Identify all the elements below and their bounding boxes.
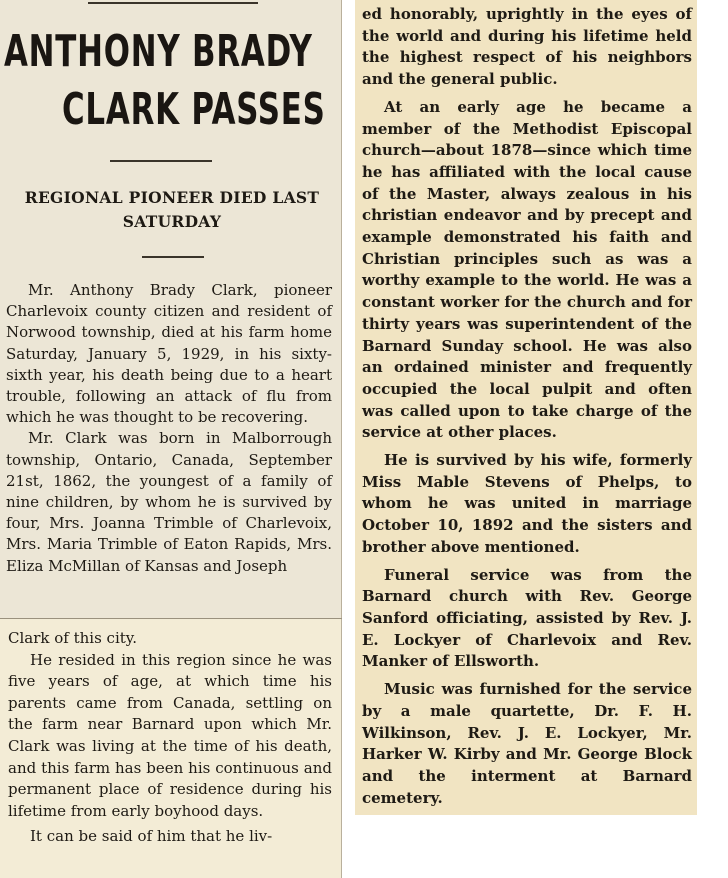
clipping-cut-line — [0, 618, 342, 619]
headline-line-1: ANTHONY BRADY — [4, 26, 313, 77]
top-rule — [88, 2, 258, 4]
paragraph: ed honorably, uprightly in the eyes of the world and during his lifetime held the highest respect of his neighbors and the general public. — [362, 5, 692, 89]
left-column-top-text — [6, 280, 332, 577]
left-column-bottom-text — [8, 628, 332, 848]
headline-line-2: CLARK PASSES — [62, 84, 326, 135]
subheadline-rule — [142, 256, 204, 258]
paragraph: He is survived by his wife, formerly Miss Mable Stevens of Phelps, to whom he was united in marriage October 10, 1892 and the sisters and brother above mentioned. — [362, 451, 692, 556]
paragraph: He resided in this region since he was five years of age, at which time his parents came from Canada, settling on the farm near Barnard upon which Mr. Clark was living at the time of his death, and this farm has been his continuous and permanent place of residence during his lifetime from early boyhood days. — [8, 650, 332, 820]
paragraph: Mr. Clark was born in Malborrough township, Ontario, Canada, September 21st, 1862, the youngest of a family of nine children, by whom he is survived by four, Mrs. Joanna Trimble of Charlevoix, Mrs. Maria Trimble of Eaton Rapids, Mrs. Eliza McMillan of Kansas and Joseph — [6, 429, 332, 575]
subheadline: REGIONAL PIONEER DIED LAST SATURDAY — [24, 188, 320, 231]
paragraph: Mr. Anthony Brady Clark, pioneer Charlevoix county citizen and resident of Norwood township, died at his farm home Saturday, January 5, 1929, in his sixty-sixth year, his death being due to a heart trouble, following an attack of flu from which he was thought to be recovering. — [6, 281, 332, 427]
paragraph: Music was furnished for the service by a male quartette, Dr. F. H. Wilkinson, Rev. J. E. Lockyer, Mr. Harker W. Kirby and Mr. George Block and the interment at Barnard cemetery. — [362, 680, 692, 807]
paragraph: Funeral service was from the Barnard church with Rev. George Sanford officiating, assisted by Rev. J. E. Lockyer of Charlevoix and Rev. Manker of Ellsworth. — [362, 565, 692, 671]
paragraph: It can be said of him that he liv- — [30, 827, 273, 846]
paragraph: Clark of this city. — [8, 629, 138, 647]
headline-rule — [110, 160, 212, 162]
right-column-text — [362, 4, 692, 815]
paragraph: At an early age he became a member of the Methodist Episcopal church—about 1878—since which time he has affiliated with the local cause of the Master, always zealous in his christian endeavor and by precept and example demonstrated his faith and Christian principles such as was a worthy example to the world. He was a constant worker for the church and for thirty years was superintendent of the Barnard Sunday school. He was also an ordained minister and frequently occupied the local pulpit and often was called upon to take charge of the service at other places. — [362, 97, 692, 442]
